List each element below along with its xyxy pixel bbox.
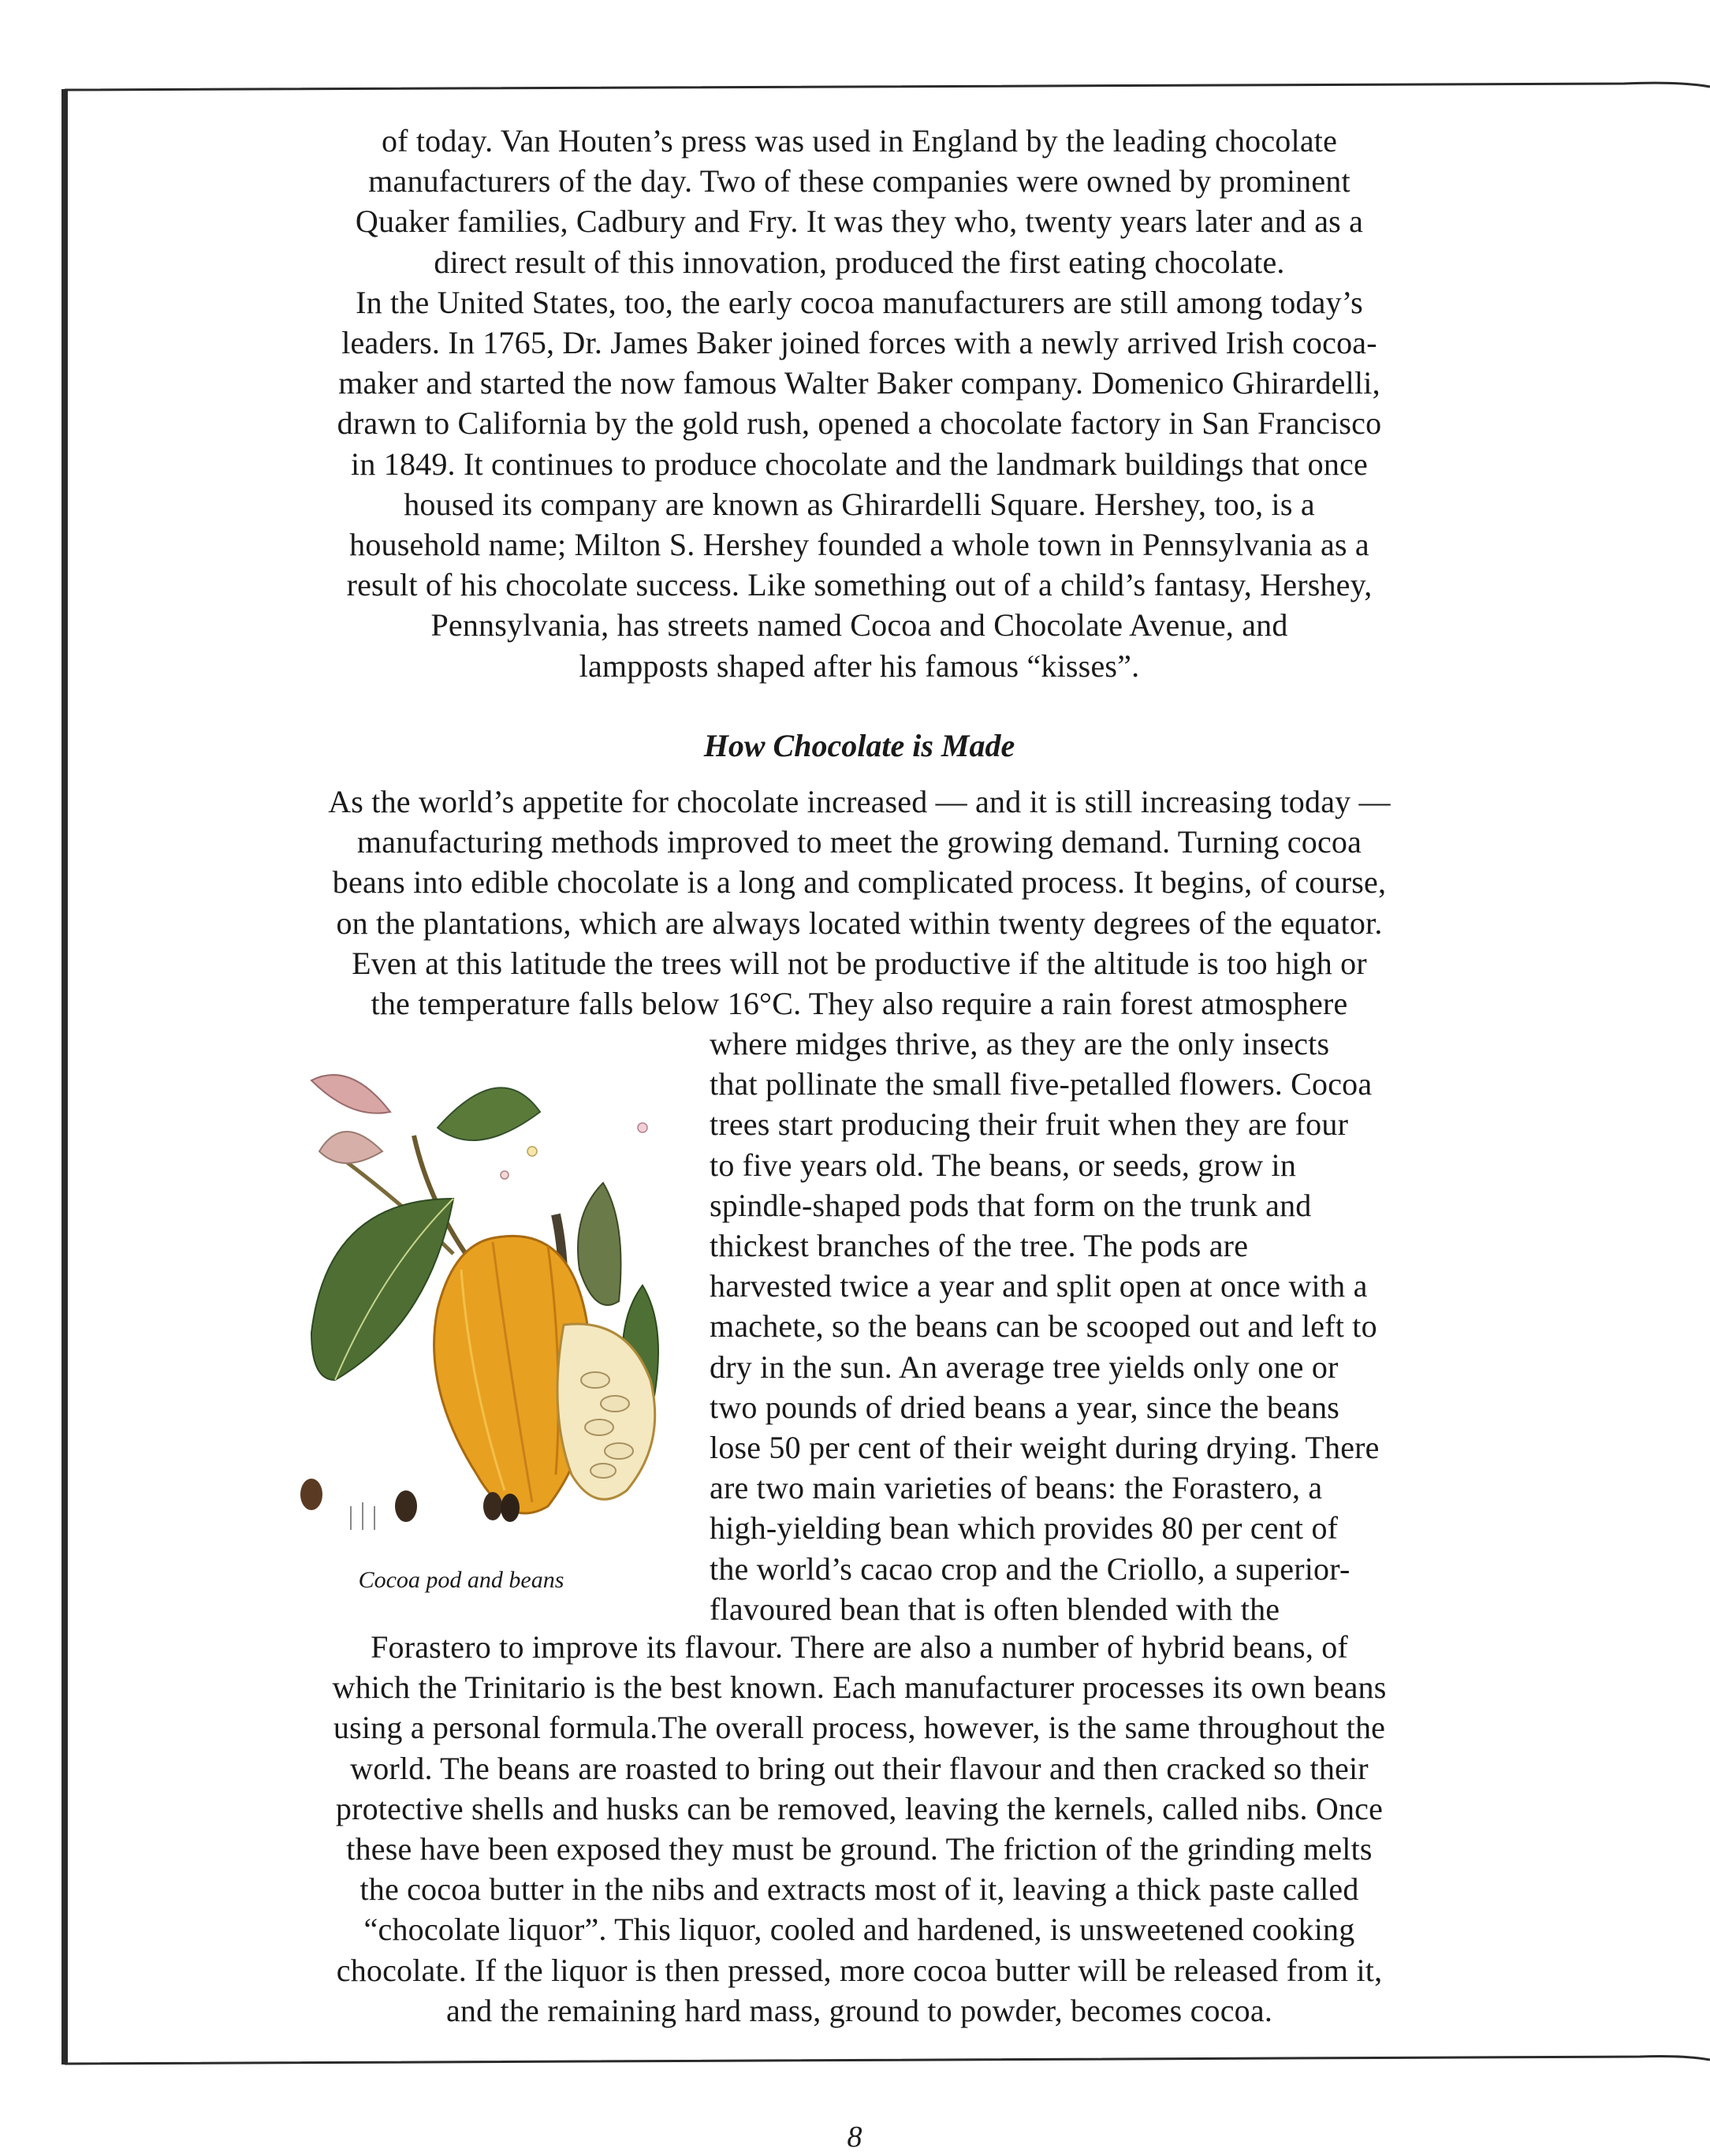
wrap-line: flavoured bean that is often blended with the [710,1591,1280,1627]
wrap-line: the world’s cacao crop and the Criollo, a superior- [710,1551,1350,1587]
wrap-line: dry in the sun. An average tree yields only one or [710,1349,1339,1385]
intro-line: maker and started the now famous Walter Baker company. Domenico Ghirardelli, [338,365,1380,401]
intro-line: housed its company are known as Ghirardelli Square. Hershey, too, is a [404,487,1315,522]
intro-line: Pennsylvania, has streets named Cocoa and Chocolate Avenue, and [430,607,1288,643]
wrap-line: lose 50 per cent of their weight during drying. There [710,1430,1380,1465]
wrap-line: machete, so the beans can be scooped out and left to [710,1308,1377,1344]
section-line: the temperature falls below 16°C. They also require a rain forest atmosphere [371,986,1348,1021]
section-line: As the world’s appetite for chocolate increased — and it is still increasing today — [328,784,1391,819]
intro-line: direct result of this innovation, produced the first eating chocolate. [434,244,1285,280]
section-line: on the plantations, which are always located within twenty degrees of the equator. [336,905,1383,941]
section-line: beans into edible chocolate is a long and complicated process. It begins, of course, [332,864,1387,900]
wrap-line: are two main varieties of beans: the Forastero, a [710,1470,1323,1505]
wrap-line: high-yielding bean which provides 80 per cent of [710,1510,1339,1546]
intro-line: in 1849. It continues to produce chocolate and the landmark buildings that once [351,446,1368,482]
intro-line: leaders. In 1765, Dr. James Baker joined forces with a newly arrived Irish cocoa- [341,325,1377,360]
intro-line: Quaker families, Cadbury and Fry. It was they who, twenty years later and as a [355,203,1364,239]
section-line: chocolate. If the liquor is then pressed, more cocoa butter will be released from it, [336,1953,1383,1988]
figure-caption: Cocoa pod and beans [358,1567,564,1593]
wrap-line: where midges thrive, as they are the only insects [710,1026,1330,1061]
wrap-line: spindle-shaped pods that form on the trunk and [710,1188,1312,1223]
wrap-line: to five years old. The beans, or seeds, grow in [710,1147,1297,1183]
wrap-line: harvested twice a year and split open at once with a [710,1268,1368,1304]
section-line: the cocoa butter in the nibs and extracts most of it, leaving a thick paste called [360,1871,1359,1907]
intro-line: manufacturers of the day. Two of these companies were owned by prominent [368,163,1350,199]
section-line: and the remaining hard mass, ground to powder, becomes cocoa. [445,1993,1273,2028]
wrap-line: that pollinate the small five-petalled flowers. Cocoa [710,1066,1373,1102]
section-line: manufacturing methods improved to meet the growing demand. Turning cocoa [356,824,1362,860]
intro-line: lampposts shaped after his famous “kisses”. [579,648,1140,684]
section-heading: How Chocolate is Made [703,728,1015,763]
section-line: using a personal formula.The overall process, however, is the same throughout the [333,1710,1386,1745]
section-line: Forastero to improve its flavour. There are also a number of hybrid beans, of [371,1629,1348,1665]
intro-line: drawn to California by the gold rush, opened a chocolate factory in San Francisco [337,405,1382,441]
wrap-line: two pounds of dried beans a year, since the beans [710,1389,1340,1425]
intro-line: In the United States, too, the early cocoa manufacturers are still among today’s [356,285,1363,320]
section-line: protective shells and husks can be removed, leaving the kernels, called nibs. Once [335,1791,1384,1826]
wrap-line: thickest branches of the tree. The pods are [710,1228,1249,1263]
cocoa-pod-illustration [296,1065,682,1530]
section-line: “chocolate liquor”. This liquor, cooled and hardened, is unsweetened cooking [363,1912,1355,1947]
intro-line: of today. Van Houten’s press was used in England by the leading chocolate [381,123,1338,159]
section-line: which the Trinitario is the best known. Each manufacturer processes its own beans [332,1669,1387,1705]
intro-line: household name; Milton S. Hershey founded a whole town in Pennsylvania as a [349,527,1369,562]
intro-line: result of his chocolate success. Like something out of a child’s fantasy, Hershey, [346,567,1373,602]
page-number: 8 [847,2121,862,2154]
section-line: Even at this latitude the trees will not be productive if the altitude is too high or [352,946,1367,981]
section-line: these have been exposed they must be ground. The friction of the grinding melts [346,1831,1373,1867]
section-line: world. The beans are roasted to bring out their flavour and then cracked so their [350,1751,1369,1786]
wrap-line: trees start producing their fruit when they are four [710,1106,1349,1142]
